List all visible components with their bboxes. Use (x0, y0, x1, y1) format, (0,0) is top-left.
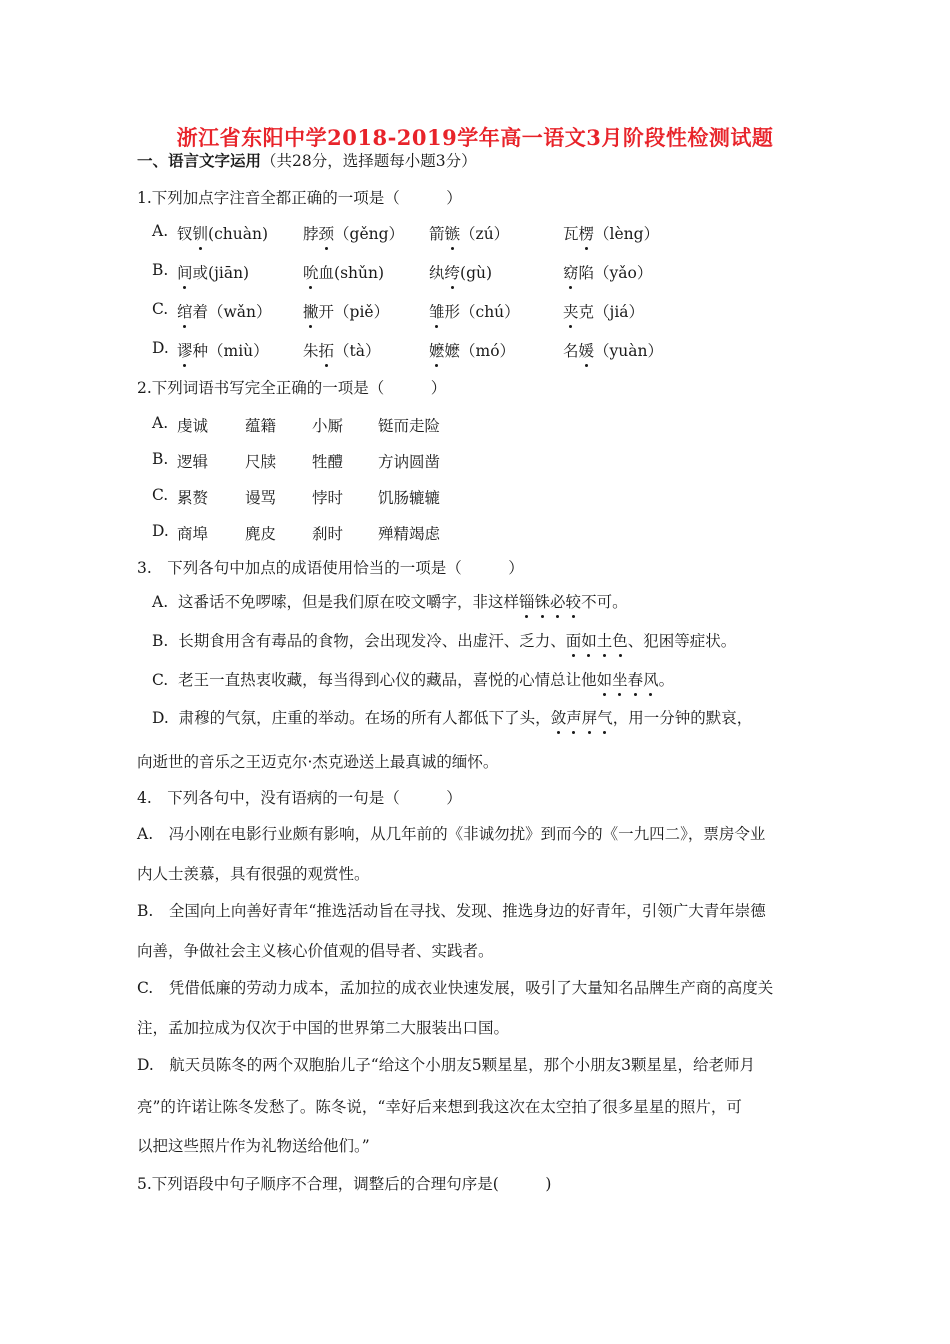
item-suffix: （zú） (460, 225, 510, 243)
q3-option-b (152, 631, 736, 651)
dotted-character: 风 (643, 671, 659, 689)
item-suffix: 或(jiān) (192, 264, 250, 282)
item-suffix: （gěng） (334, 225, 405, 243)
pinyin-item (429, 222, 509, 244)
q4-text-line: 以把这些照片作为礼物送给他们。” (137, 1137, 370, 1155)
item-suffix: 克（jiá） (578, 303, 645, 321)
dotted-character: 绾 (177, 303, 193, 321)
item-suffix: (gù) (460, 264, 493, 282)
dotted-character: 吮 (303, 264, 319, 282)
q2-stem: 2.下列词语书写完全正确的一项是（ ） (137, 379, 447, 397)
option-text: 老王一直热衷收藏，每当得到心仪的藏品，喜悦的心情总让他 (178, 671, 597, 689)
word-item: 刹时 (312, 525, 344, 543)
dotted-character: 屏 (581, 709, 598, 727)
page-title: 浙江省东阳中学2018-2019学年高一语文3月阶段性检测试题 (176, 125, 774, 150)
dotted-character: 钏 (192, 225, 209, 243)
q3-option-c (152, 670, 674, 690)
item-prefix: 朱 (303, 342, 319, 360)
dotted-character: 嬷 (429, 342, 445, 360)
dotted-character: 镞 (444, 225, 461, 243)
pinyin-item (303, 222, 404, 244)
word-item: 方讷圆凿 (378, 453, 441, 471)
q3-option-d (152, 708, 752, 728)
q4-text-line: 注，孟加拉成为仅次于中国的世界第二大服装出口国。 (137, 1019, 510, 1037)
word-item: 小厮 (312, 417, 344, 435)
q4-text-line: 内人士羡慕，具有很强的观赏性。 (137, 865, 370, 883)
dotted-character: 楞 (578, 225, 595, 243)
item-prefix: 脖 (303, 225, 319, 243)
item-suffix: 开（piě） (318, 303, 390, 321)
pinyin-item (177, 222, 268, 244)
option-label: D. (152, 522, 169, 540)
dotted-character: 雏 (429, 303, 445, 321)
word-item: 铤而走险 (378, 417, 441, 435)
dotted-character: 颈 (318, 225, 335, 243)
word-item: 谩骂 (245, 489, 277, 507)
item-prefix: 瓦 (563, 225, 579, 243)
dotted-character: 面 (565, 632, 582, 650)
option-text-end: 。 (658, 671, 675, 689)
q4-text-line: A. 冯小刚在电影行业颇有影响，从几年前的《非诚勿扰》到而今的《一九四二》，票房令业 (137, 825, 766, 843)
item-suffix: (chuàn) (208, 225, 268, 243)
q4-text-line: 亮”的许诺让陈冬发愁了。陈冬说，“幸好后来想到我这次在太空拍了很多星星的照片，可 (137, 1098, 742, 1116)
q3-option-d-continued: 向逝世的音乐之王迈克尔·杰克逊送上最真诚的缅怀。 (137, 753, 499, 771)
word-item: 虔诚 (177, 417, 209, 435)
pinyin-item (177, 261, 249, 283)
pinyin-item (429, 300, 520, 322)
dotted-character: 撇 (303, 303, 319, 321)
q4-text-line: D. 航天员陈冬的两个双胞胎儿子“给这个小朋友5颗星星，那个小朋友3颗星星，给老师月 (137, 1056, 755, 1074)
pinyin-item (303, 300, 389, 322)
item-suffix: 形（chú） (444, 303, 520, 321)
dotted-idiom (551, 709, 613, 727)
dotted-character: 较 (565, 593, 582, 611)
dotted-character: 绔 (444, 264, 461, 282)
q4-stem: 4. 下列各句中，没有语病的一句是（ ） (137, 789, 462, 807)
q4-text-line: C. 凭借低廉的劳动力成本，孟加拉的成衣业快速发展，吸引了大量知名品牌生产商的高度关 (137, 979, 774, 997)
option-label: C. (152, 486, 169, 504)
item-suffix: 嬷（mó） (444, 342, 516, 360)
dotted-character: 间 (177, 264, 193, 282)
dotted-character: 敛 (550, 709, 567, 727)
dotted-character: 窈 (563, 264, 579, 282)
item-prefix: 名 (563, 342, 579, 360)
option-label: B. (152, 450, 169, 468)
option-label: B. (152, 261, 169, 279)
dotted-idiom (519, 593, 581, 611)
option-label: D. (152, 339, 169, 357)
option-text: 这番话不免啰嗦，但是我们原在咬文嚼字，非这样 (177, 593, 519, 611)
word-item: 蕴籍 (245, 417, 277, 435)
dotted-idiom (566, 632, 628, 650)
word-item: 累赘 (177, 489, 209, 507)
section-heading-note: （共28分，选择题每小题3分） (261, 152, 477, 170)
item-suffix: 着（wǎn） (192, 303, 272, 321)
dotted-character: 如 (581, 632, 597, 650)
dotted-character: 气 (597, 709, 613, 727)
dotted-character: 锱 (519, 593, 535, 611)
word-item: 逻辑 (177, 453, 209, 471)
pinyin-item (563, 261, 652, 283)
pinyin-item (563, 339, 663, 361)
dotted-character: 坐 (612, 671, 628, 689)
word-item: 殚精竭虑 (378, 525, 441, 543)
q4-text-line: 向善，争做社会主义核心价值观的倡导者、实践者。 (137, 942, 494, 960)
item-prefix: 纨 (429, 264, 445, 282)
option-text: 长期食用含有毒品的食物，会出现发冷、出虚汗、乏力、 (178, 632, 566, 650)
option-label: D. (152, 709, 169, 727)
item-suffix: 种（miù） (192, 342, 269, 360)
option-label: C. (152, 671, 169, 689)
pinyin-item (303, 339, 381, 361)
item-suffix: 血(shǔn) (318, 264, 385, 282)
item-suffix: （tà） (334, 342, 381, 360)
option-text: 肃穆的气氛，庄重的举动。在场的所有人都低下了头， (178, 709, 551, 727)
word-item: 饥肠辘辘 (378, 489, 441, 507)
dotted-idiom (597, 671, 659, 689)
dotted-character: 必 (550, 593, 566, 611)
dotted-character: 夹 (563, 303, 579, 321)
option-label: B. (152, 632, 169, 650)
section-heading-text: 一、语言文字运用 (137, 151, 262, 170)
q1-stem: 1.下列加点字注音全都正确的一项是（ ） (137, 189, 462, 207)
item-prefix: 箭 (429, 225, 445, 243)
option-label: A. (152, 414, 169, 432)
pinyin-item (303, 261, 384, 283)
dotted-character: 春 (627, 671, 644, 689)
option-text-end: 不可。 (581, 593, 628, 611)
dotted-character: 谬 (177, 342, 193, 360)
q4-text-line: B. 全国向上向善好青年“推选活动旨在寻找、发现、推选身边的好青年，引领广大青年崇德 (137, 902, 766, 920)
option-label: C. (152, 300, 169, 318)
pinyin-item (177, 300, 272, 322)
item-suffix: （lèng） (594, 225, 660, 243)
pinyin-item (563, 300, 644, 322)
dotted-character: 色 (612, 632, 628, 650)
q3-stem: 3. 下列各句中加点的成语使用恰当的一项是（ ） (137, 559, 524, 577)
word-item: 牲醴 (312, 453, 344, 471)
dotted-character: 土 (596, 632, 613, 650)
option-text-end: ，用一分钟的默哀， (612, 709, 753, 727)
q5-stem: 5.下列语段中句子顺序不合理，调整后的合理句序是( ) (137, 1175, 552, 1193)
option-text-end: 、犯困等症状。 (627, 632, 737, 650)
item-suffix: 陷（yǎo） (578, 264, 653, 282)
dotted-character: 媛 (578, 342, 595, 360)
q3-option-a (152, 592, 628, 612)
item-suffix: （yuàn） (594, 342, 663, 360)
item-prefix: 钗 (177, 225, 193, 243)
pinyin-item (563, 222, 659, 244)
pinyin-item (429, 339, 515, 361)
word-item: 麂皮 (245, 525, 277, 543)
dotted-character: 铢 (534, 593, 551, 611)
dotted-character: 拓 (318, 342, 335, 360)
word-item: 尺牍 (245, 453, 277, 471)
pinyin-item (177, 339, 269, 361)
dotted-character: 声 (566, 709, 582, 727)
dotted-character: 如 (596, 671, 613, 689)
section-heading (137, 151, 477, 171)
word-item: 商埠 (177, 525, 209, 543)
pinyin-item (429, 261, 492, 283)
word-item: 悖时 (312, 489, 344, 507)
option-label: A. (152, 222, 169, 240)
option-label: A. (152, 593, 169, 611)
